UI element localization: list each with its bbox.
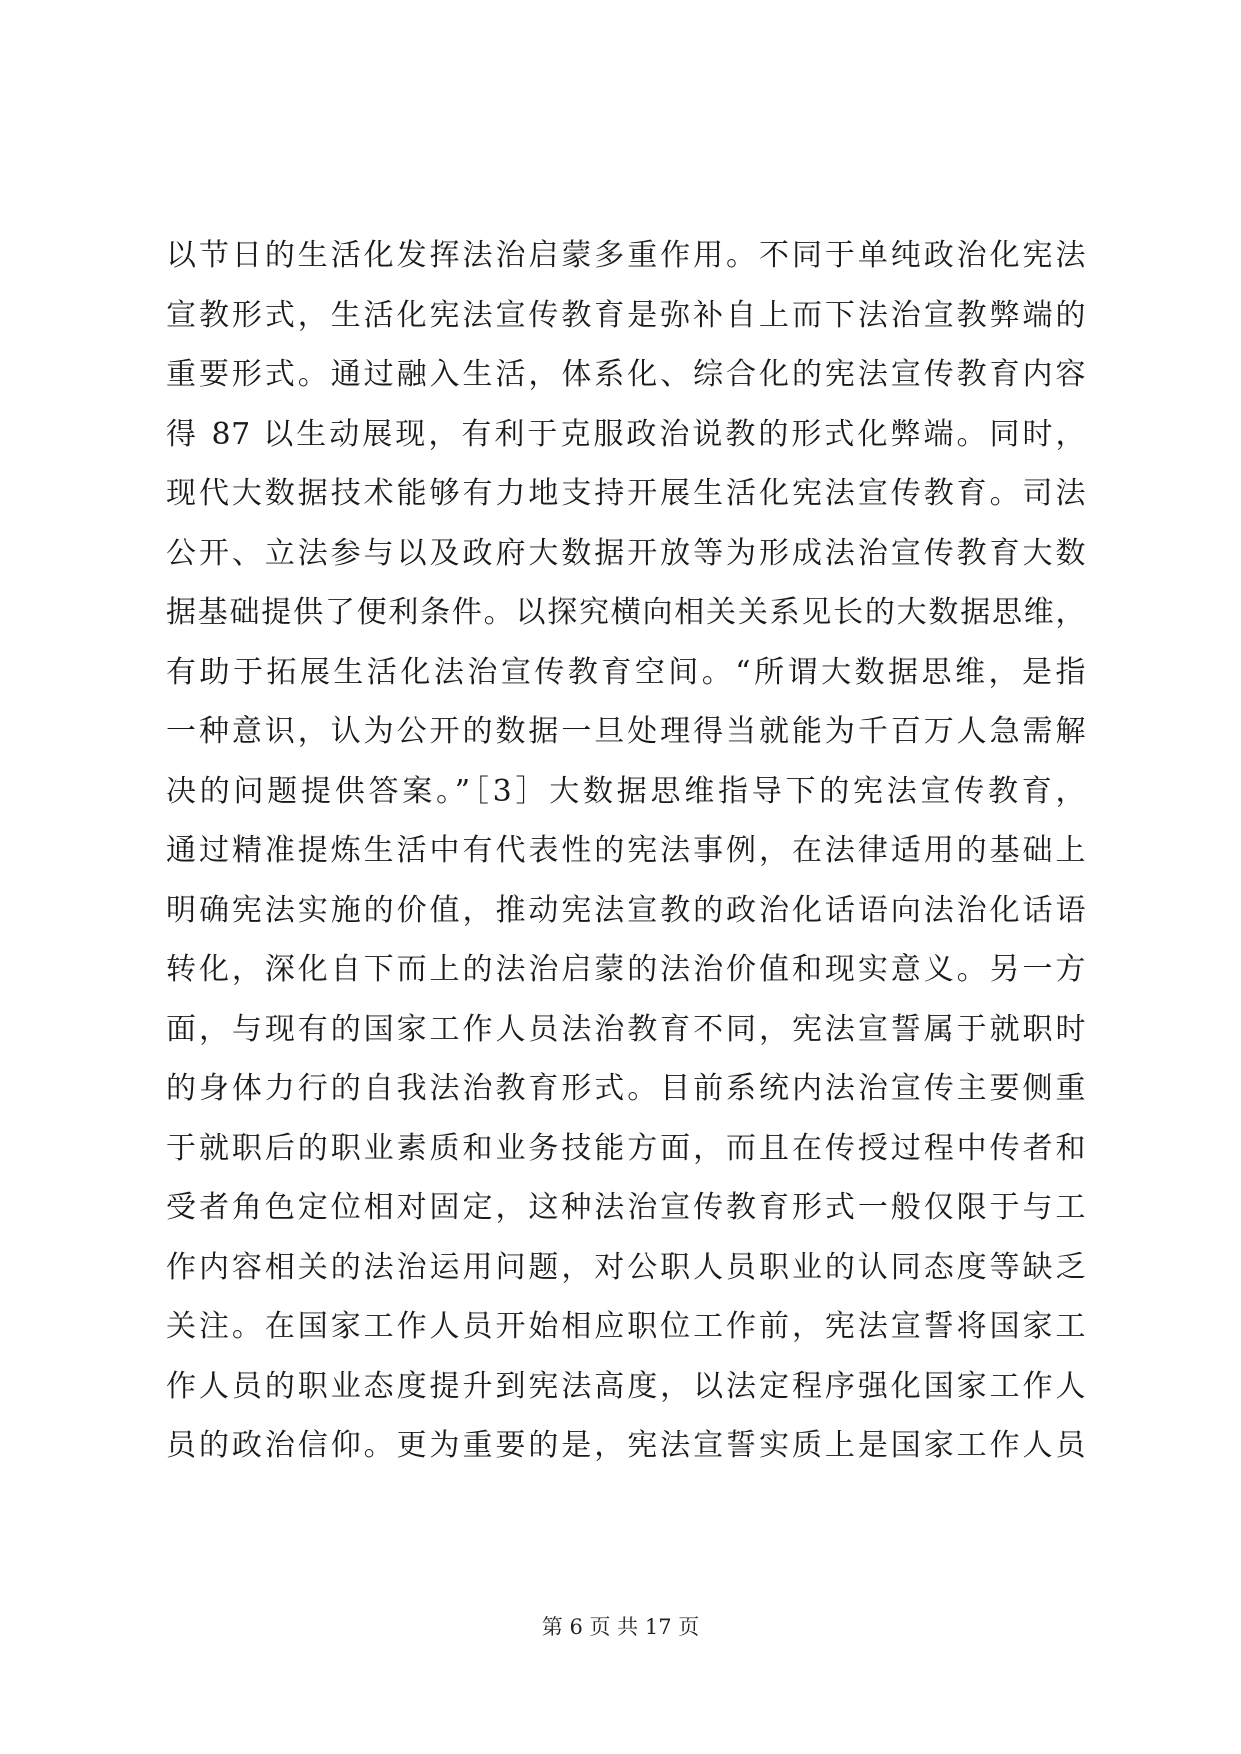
text-line: 关注。在国家工作人员开始相应职位工作前，宪法宣誓将国家工 [166,1309,1086,1344]
body-paragraph [166,226,1086,1476]
text-line: 面，与现有的国家工作人员法治教育不同，宪法宣誓属于就职时 [166,1011,1086,1047]
text-line: 一种意识，认为公开的数据一旦处理得当就能为千百万人急需解 [166,714,1086,749]
page-number-footer: 第 6 页 共 17 页 [541,1615,700,1639]
text-line: 的身体力行的自我法治教育形式。目前系统内法治宣传主要侧重 [166,1071,1086,1106]
text-line: 员的政治信仰。更为重要的是，宪法宣誓实质上是国家工作人员 [166,1428,1086,1463]
text-line: 转化，深化自下而上的法治启蒙的法治价值和现实意义。另一方 [166,952,1086,987]
text-line: 于就职后的职业素质和业务技能方面，而且在传授过程中传者和 [166,1130,1086,1166]
text-line: 宣教形式，生活化宪法宣传教育是弥补自上而下法治宣教弊端的 [166,297,1086,333]
text-line: 受者角色定位相对固定，这种法治宣传教育形式一般仅限于与工 [166,1190,1086,1225]
text-line: 以节日的生活化发挥法治启蒙多重作用。不同于单纯政治化宪法 [166,238,1086,273]
text-line: 作内容相关的法治运用问题，对公职人员职业的认同态度等缺乏 [166,1249,1086,1285]
text-line: 明确宪法实施的价值，推动宪法宣教的政治化话语向法治化话语 [166,892,1086,928]
text-line: 据基础提供了便利条件。以探究横向相关关系见长的大数据思维， [166,595,1086,630]
text-line: 公开、立法参与以及政府大数据开放等为形成法治宣传教育大数 [166,535,1086,571]
text-line: 现代大数据技术能够有力地支持开展生活化宪法宣传教育。司法 [166,476,1086,511]
text-line: 重要形式。通过融入生活，体系化、综合化的宪法宣传教育内容 [166,357,1086,392]
text-line: 通过精准提炼生活中有代表性的宪法事例，在法律适用的基础上 [166,833,1086,868]
text-line: 得 87 以生动展现，有利于克服政治说教的形式化弊端。同时， [166,416,1086,452]
text-line: 作人员的职业态度提升到宪法高度，以法定程序强化国家工作人 [166,1368,1086,1404]
text-line: 有助于拓展生活化法治宣传教育空间。“所谓大数据思维，是指 [166,654,1086,690]
text-line: 决的问题提供答案。”［3］大数据思维指导下的宪法宣传教育， [166,773,1086,809]
